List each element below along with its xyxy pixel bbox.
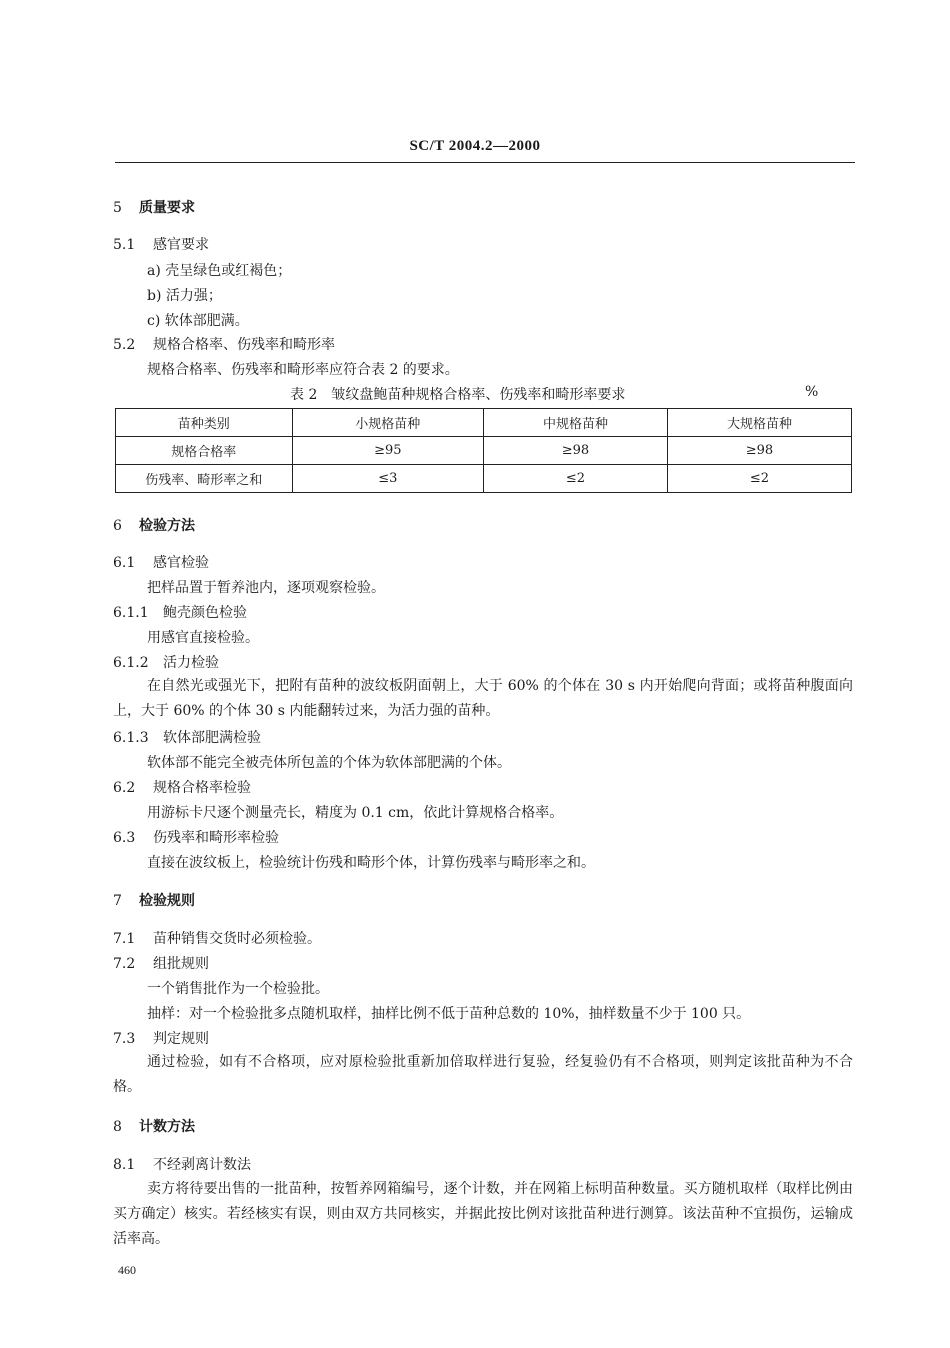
section-8-1-heading	[113, 1154, 251, 1174]
section-number: 5	[113, 200, 122, 216]
section-number: 6.3	[113, 830, 136, 846]
section-7-1-heading	[113, 928, 321, 948]
table-cell: ≥98	[483, 437, 667, 465]
paragraph: 把样品置于暂养池内，逐项观察检验。	[147, 580, 385, 596]
section-number: 8.1	[113, 1157, 136, 1173]
table-cell: ≥98	[667, 437, 851, 465]
table-cell: ≥95	[292, 437, 483, 465]
section-8-heading	[113, 1116, 195, 1136]
section-title: 感官要求	[153, 237, 209, 253]
table-cell: 规格合格率	[116, 437, 293, 465]
section-6-1-2-heading	[113, 652, 219, 672]
section-title: 伤残率和畸形率检验	[153, 830, 279, 846]
paragraph: 卖方将待要出售的一批苗种，按暂养网箱编号，逐个计数，并在网箱上标明苗种数量。买方随机取样（取样比例由买方确定）核实。若经核实有误，则由双方共同核实，并据此按比例对该批苗种进行测算。该法苗种不宜损伤，运输成活率高。	[113, 1181, 853, 1247]
section-number: 7.1	[113, 931, 136, 947]
section-6-1-3-heading	[113, 727, 261, 747]
section-number: 8	[113, 1119, 122, 1135]
paragraph: 一个销售批作为一个检验批。	[147, 981, 329, 997]
list-item: c) 软体部肥满。	[147, 313, 249, 329]
section-title: 规格合格率检验	[153, 780, 251, 796]
paragraph: 用游标卡尺逐个测量壳长，精度为 0.1 cm，依此计算规格合格率。	[147, 805, 564, 821]
section-6-1-heading	[113, 552, 209, 572]
requirements-table	[115, 408, 852, 493]
section-number: 5.2	[113, 337, 136, 353]
table-header-cell: 中规格苗种	[483, 409, 667, 437]
table-caption: 表 2 皱纹盘鲍苗种规格合格率、伤残率和畸形率要求	[290, 387, 626, 403]
section-number: 6.1	[113, 555, 136, 571]
table-row	[116, 465, 852, 493]
table-header-row	[116, 409, 852, 437]
standard-header: SC/T 2004.2—2000	[409, 138, 541, 154]
table-cell: ≤2	[667, 465, 851, 493]
paragraph: 规格合格率、伤残率和畸形率应符合表 2 的要求。	[147, 362, 459, 378]
table-header-cell: 苗种类别	[116, 409, 293, 437]
section-number: 6	[113, 518, 122, 534]
section-number: 5.1	[113, 237, 136, 253]
page-number: 460	[118, 1263, 136, 1277]
table-cell: ≤2	[483, 465, 667, 493]
paragraph: 在自然光或强光下，把附有苗种的波纹板阴面朝上，大于 60% 的个体在 30 s 内开始爬向背面；或将苗种腹面向上，大于 60% 的个体 30 s 内能翻转过来，为活力强的苗种。	[113, 678, 853, 719]
section-5-2-heading	[113, 334, 335, 354]
section-title: 规格合格率、伤残率和畸形率	[153, 337, 335, 353]
section-5-heading	[113, 197, 195, 217]
paragraph: 软体部不能完全被壳体所包盖的个体为软体部肥满的个体。	[147, 755, 511, 771]
section-title: 判定规则	[153, 1031, 209, 1047]
section-6-1-1-heading	[113, 602, 247, 622]
section-7-heading	[113, 890, 195, 910]
section-title: 活力检验	[163, 655, 219, 671]
table-row	[116, 437, 852, 465]
section-title: 鲍壳颜色检验	[163, 605, 247, 621]
section-7-2-heading	[113, 953, 209, 973]
table-header-cell: 大规格苗种	[667, 409, 851, 437]
section-number: 6.2	[113, 780, 136, 796]
section-number: 6.1.2	[113, 655, 149, 671]
section-6-3-heading	[113, 827, 279, 847]
section-title: 软体部肥满检验	[163, 730, 261, 746]
section-title: 质量要求	[139, 200, 195, 216]
list-item: a) 壳呈绿色或红褐色；	[147, 263, 292, 279]
table-header-cell: 小规格苗种	[292, 409, 483, 437]
section-number: 7	[113, 893, 122, 909]
section-number: 6.1.1	[113, 605, 149, 621]
section-title: 不经剥离计数法	[153, 1157, 251, 1173]
section-6-heading	[113, 515, 195, 535]
table-cell: 伤残率、畸形率之和	[116, 465, 293, 493]
header-rule	[115, 162, 855, 163]
paragraph: 用感官直接检验。	[147, 630, 259, 646]
section-5-1-heading	[113, 234, 209, 254]
paragraph: 通过检验，如有不合格项，应对原检验批重新加倍取样进行复验，经复验仍有不合格项，则判定该批苗种为不合格。	[113, 1054, 853, 1095]
paragraph: 抽样：对一个检验批多点随机取样，抽样比例不低于苗种总数的 10%，抽样数量不少于 100 只。	[147, 1006, 751, 1022]
section-number: 6.1.3	[113, 730, 149, 746]
section-title: 组批规则	[153, 956, 209, 972]
paragraph: 直接在波纹板上，检验统计伤残和畸形个体，计算伤残率与畸形率之和。	[147, 855, 595, 871]
section-title: 检验方法	[139, 518, 195, 534]
section-number: 7.2	[113, 956, 136, 972]
section-title: 检验规则	[139, 893, 195, 909]
table-unit: %	[805, 384, 819, 400]
section-7-3-heading	[113, 1028, 209, 1048]
table-cell: ≤3	[292, 465, 483, 493]
section-title: 苗种销售交货时必须检验。	[153, 931, 321, 947]
section-title: 感官检验	[153, 555, 209, 571]
section-number: 7.3	[113, 1031, 136, 1047]
list-item: b) 活力强；	[147, 288, 222, 304]
section-title: 计数方法	[139, 1119, 195, 1135]
section-6-2-heading	[113, 777, 251, 797]
